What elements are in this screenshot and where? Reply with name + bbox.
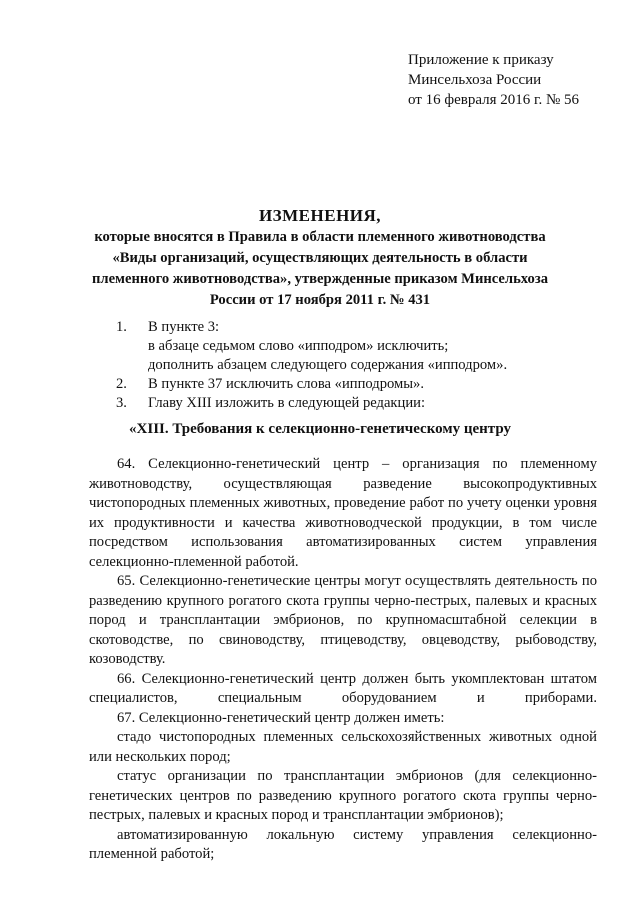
paragraph-67-herd: стадо чистопородных племенных сельскохозяйственных животных одной или нескольких пород; (89, 729, 597, 765)
paragraph-67-status: статус организации по трансплантации эмбрионов (для селекционно-генетических центров по разведению крупного рогатого скота группы черно-пестрых, палевых и красных пород и трансплантации эмбрионов); (89, 768, 597, 823)
chapter-body (89, 455, 597, 865)
list-item-line: В пункте 3: (148, 319, 220, 335)
document-heading (60, 205, 580, 311)
heading-title: ИЗМЕНЕНИЯ, (258, 206, 382, 225)
list-item-body (148, 375, 424, 394)
paragraph-64: 64. Селекционно-генетический центр – организация по племенному животноводству, осуществляющая разведение высокопродуктивных чистопородных племенных животных, проведение работ по учету оценки уровня их продуктивности и качества животноводческой продукции, в том числе посредством использования автоматизированных систем управления селекционно-племенной работой. (89, 456, 597, 570)
list-item (116, 375, 507, 394)
list-item-body (148, 394, 425, 413)
paragraph-67: 67. Селекционно-генетический центр должен иметь: (117, 709, 445, 726)
list-item-body (148, 318, 507, 375)
paragraph-66: 66. Селекционно-генетический центр должен быть укомплектован штатом специалистов, специальным оборудованием и приборами. (89, 670, 597, 706)
paragraph-65: 65. Селекционно-генетические центры могут осуществлять деятельность по разведению крупного рогатого скота группы черно-пестрых, палевых и красных пород и трансплантации эмбрионов, по крупномасштабной селекции в скотоводстве, по свиноводству, птицеводству, овцеводству, рыбоводству, козоводству. (89, 573, 597, 667)
list-item-number: 1. (116, 319, 127, 335)
paragraph-67-system: автоматизированную локальную систему управления селекционно-племенной работой; (89, 826, 597, 862)
appendix-line-1: Приложение к приказу (408, 52, 554, 68)
list-item-number: 3. (116, 395, 127, 411)
appendix-block (408, 50, 579, 110)
appendix-line-2: Минсельхоза России (408, 72, 542, 88)
list-item (116, 394, 507, 413)
list-item-number: 2. (116, 376, 127, 392)
list-item (116, 318, 507, 375)
list-item-line: в абзаце седьмом слово «ипподром» исключить; (148, 338, 449, 354)
heading-subtitle-line-1: которые вносятся в Правила в области племенного животноводства (94, 229, 546, 245)
list-item-line: Главу XIII изложить в следующей редакции: (148, 395, 426, 411)
heading-subtitle-line-3: племенного животноводства», утвержденные приказом Минсельхоза (91, 271, 548, 287)
amendment-list (116, 318, 507, 413)
chapter-title: «XIII. Требования к селекционно-генетическому центру (129, 421, 511, 437)
appendix-line-3: от 16 февраля 2016 г. № 56 (408, 92, 580, 108)
list-item-line: В пункте 37 исключить слова «ипподромы». (148, 376, 424, 392)
heading-subtitle-line-4: России от 17 ноября 2011 г. № 431 (209, 292, 431, 308)
heading-subtitle-line-2: «Виды организаций, осуществляющих деятельность в области (112, 250, 528, 266)
list-item-line: дополнить абзацем следующего содержания «ипподром». (148, 357, 508, 373)
